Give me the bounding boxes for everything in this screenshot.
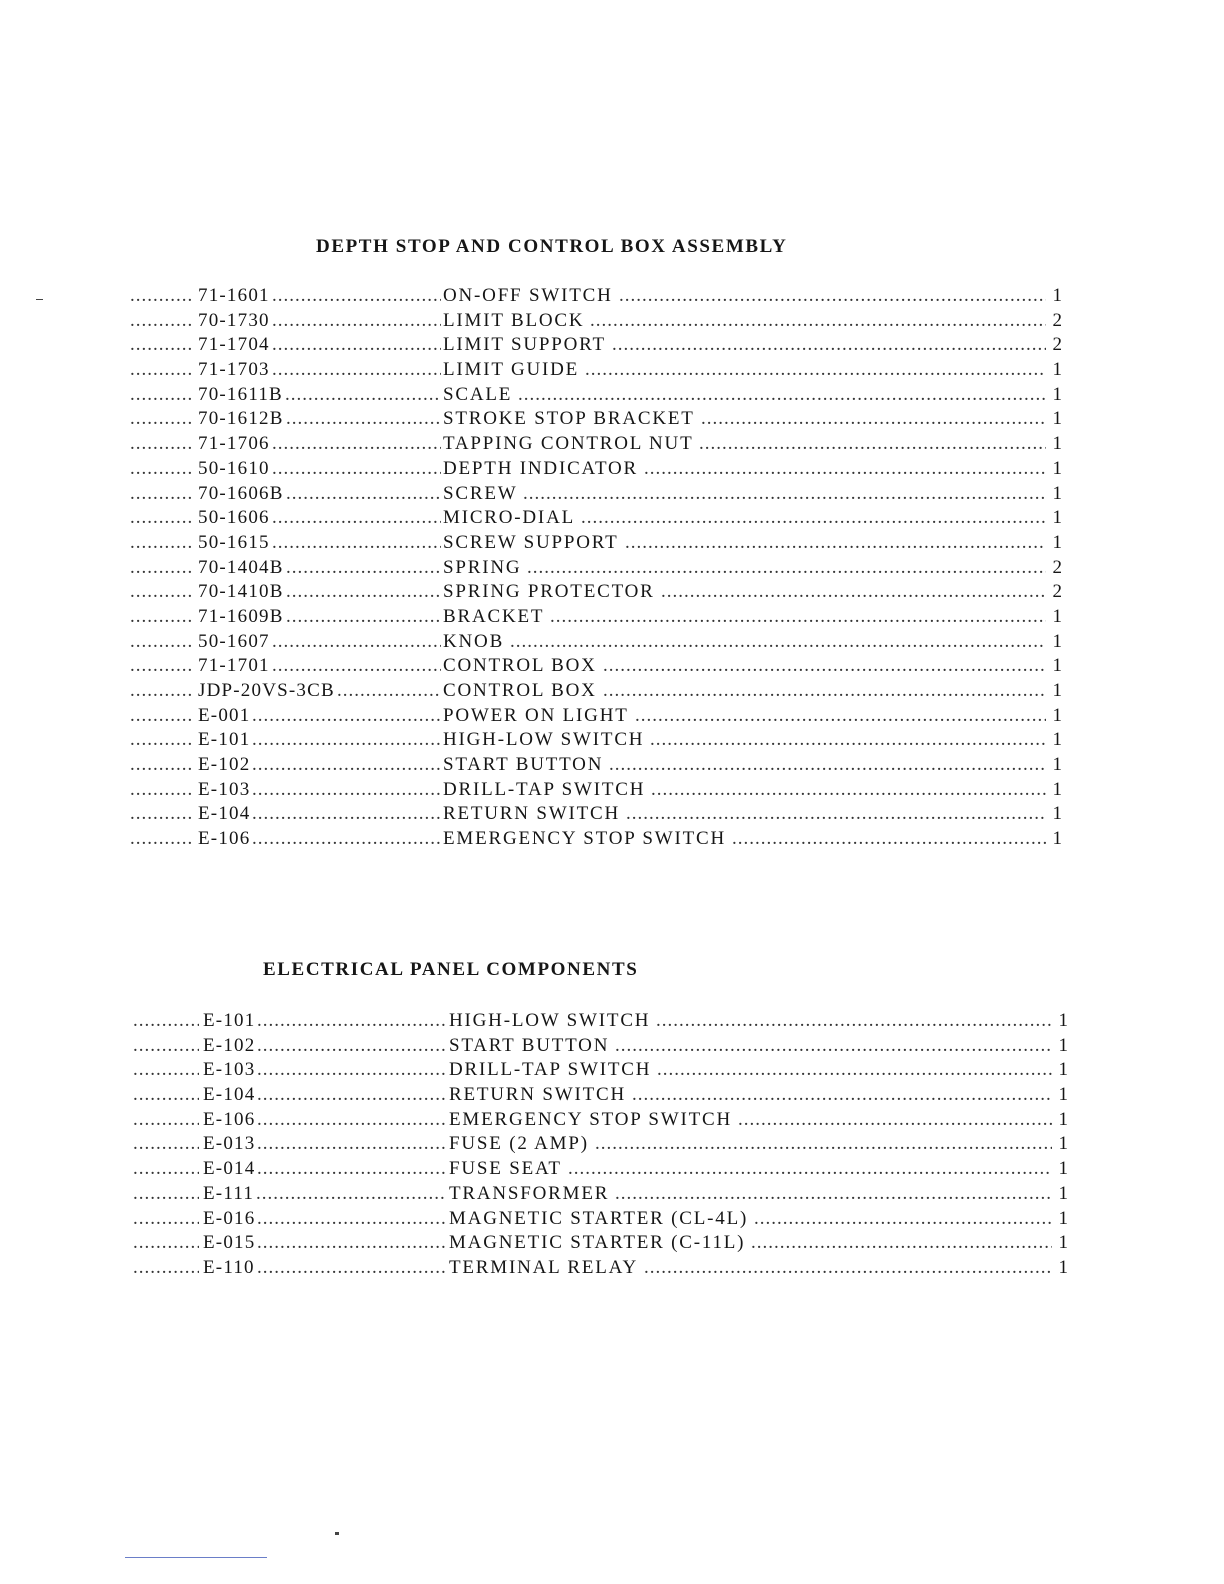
- leader-dots: [286, 580, 441, 605]
- part-description: DRILL-TAP SWITCH: [449, 1059, 652, 1081]
- leader-dots: [130, 333, 194, 358]
- leader-dots: [527, 556, 1046, 581]
- leader-dots: [133, 1207, 199, 1232]
- leader-dots: [130, 531, 194, 556]
- part-quantity: 1: [1058, 1010, 1068, 1031]
- leader-dots: [286, 605, 441, 630]
- leader-dots: [272, 333, 441, 358]
- leader-dots: [130, 432, 194, 457]
- part-quantity: 1: [1052, 285, 1062, 306]
- part-description: RETURN SWITCH: [449, 1084, 626, 1106]
- scan-mark: [36, 299, 43, 300]
- part-number: 71-1703: [198, 359, 270, 381]
- part-description: HIGH-LOW SWITCH: [449, 1010, 651, 1031]
- leader-dots: [130, 309, 194, 334]
- leader-dots: [590, 309, 1046, 334]
- part-number: E-101: [203, 1010, 256, 1031]
- leader-dots: [130, 679, 194, 704]
- leader-dots: [133, 1058, 199, 1083]
- part-description: RETURN SWITCH: [443, 803, 620, 825]
- leader-dots: [626, 802, 1046, 827]
- part-quantity: 2: [1052, 309, 1062, 331]
- leader-dots: [272, 309, 441, 334]
- leader-dots: [133, 1132, 199, 1157]
- part-number: 71-1704: [198, 334, 270, 356]
- leader-dots: [130, 654, 194, 679]
- part-description: EMERGENCY STOP SWITCH: [443, 828, 727, 850]
- part-description: MAGNETIC STARTER (CL-4L): [449, 1207, 749, 1229]
- leader-dots: [130, 358, 194, 383]
- part-quantity: 1: [1058, 1158, 1068, 1180]
- part-number: 50-1607: [198, 630, 270, 652]
- leader-dots: [272, 358, 441, 383]
- part-number: E-001: [198, 704, 251, 726]
- leader-dots: [272, 432, 441, 457]
- leader-dots: [661, 580, 1046, 605]
- leader-dots: [252, 753, 441, 778]
- leader-dots: [257, 1058, 447, 1083]
- leader-dots: [130, 728, 194, 753]
- leader-dots: [651, 778, 1046, 803]
- leader-dots: [615, 1182, 1052, 1207]
- part-quantity: 1: [1058, 1182, 1068, 1204]
- leader-dots: [252, 704, 441, 729]
- leader-dots: [133, 1157, 199, 1182]
- leader-dots: [130, 753, 194, 778]
- section-title: DEPTH STOP AND CONTROL BOX ASSEMBLY: [316, 236, 788, 257]
- part-number: E-015: [203, 1232, 256, 1254]
- part-description: SPRING: [443, 556, 522, 578]
- leader-dots: [581, 506, 1046, 531]
- leader-dots: [595, 1132, 1052, 1157]
- part-quantity: 1: [1052, 482, 1062, 504]
- part-number: E-106: [198, 828, 251, 850]
- leader-dots: [603, 654, 1046, 679]
- leader-dots: [130, 556, 194, 581]
- part-number: 71-1701: [198, 655, 270, 677]
- part-quantity: 1: [1052, 655, 1062, 677]
- part-number: 50-1610: [198, 457, 270, 479]
- part-quantity: 1: [1058, 1108, 1068, 1130]
- leader-dots: [754, 1207, 1052, 1232]
- part-number: 71-1601: [198, 285, 270, 306]
- leader-dots: [257, 1083, 447, 1108]
- part-description: TAPPING CONTROL NUT: [443, 433, 694, 455]
- part-number: 70-1606B: [198, 482, 284, 504]
- leader-dots: [133, 1231, 199, 1256]
- leader-dots: [133, 1083, 199, 1108]
- part-quantity: 1: [1052, 383, 1062, 405]
- leader-dots: [285, 383, 441, 408]
- part-number: E-104: [203, 1084, 256, 1106]
- part-number: E-016: [203, 1207, 256, 1229]
- leader-dots: [130, 778, 194, 803]
- part-description: SCREW SUPPORT: [443, 531, 619, 553]
- part-quantity: 1: [1058, 1034, 1068, 1056]
- part-number: E-014: [203, 1158, 256, 1180]
- part-description: FUSE SEAT: [449, 1158, 562, 1180]
- part-quantity: 2: [1052, 581, 1062, 603]
- leader-dots: [272, 284, 441, 309]
- leader-dots: [518, 383, 1046, 408]
- leader-dots: [337, 679, 441, 704]
- part-description: TRANSFORMER: [449, 1182, 610, 1204]
- leader-dots: [133, 1256, 199, 1281]
- part-quantity: 1: [1052, 778, 1062, 800]
- leader-dots: [256, 1182, 447, 1207]
- part-quantity: 1: [1058, 1256, 1068, 1278]
- leader-dots: [252, 778, 441, 803]
- leader-dots: [130, 457, 194, 482]
- part-description: SPRING PROTECTOR: [443, 581, 655, 603]
- part-quantity: 1: [1058, 1059, 1068, 1081]
- part-description: START BUTTON: [449, 1034, 610, 1056]
- leader-dots: [650, 728, 1046, 753]
- leader-dots: [257, 1231, 447, 1256]
- part-number: E-103: [198, 778, 251, 800]
- part-quantity: 1: [1052, 704, 1062, 726]
- leader-dots: [619, 284, 1046, 309]
- part-quantity: 1: [1058, 1133, 1068, 1155]
- leader-dots: [130, 482, 194, 507]
- leader-dots: [272, 506, 441, 531]
- part-description: DRILL-TAP SWITCH: [443, 778, 646, 800]
- part-quantity: 1: [1052, 729, 1062, 751]
- leader-dots: [252, 728, 441, 753]
- leader-dots: [656, 1009, 1052, 1034]
- part-number: 50-1615: [198, 531, 270, 553]
- leader-dots: [612, 333, 1046, 358]
- part-quantity: 1: [1052, 507, 1062, 529]
- leader-dots: [568, 1157, 1052, 1182]
- part-number: E-101: [198, 729, 251, 751]
- leader-dots: [615, 1034, 1052, 1059]
- part-number: E-102: [198, 754, 251, 776]
- leader-dots: [130, 407, 194, 432]
- leader-dots: [257, 1009, 447, 1034]
- part-number: 70-1612B: [198, 408, 284, 430]
- leader-dots: [732, 827, 1046, 852]
- part-quantity: 1: [1052, 630, 1062, 652]
- part-quantity: 1: [1052, 408, 1062, 430]
- part-quantity: 1: [1058, 1084, 1068, 1106]
- leader-dots: [286, 407, 441, 432]
- leader-dots: [738, 1108, 1052, 1133]
- leader-dots: [699, 432, 1046, 457]
- leader-dots: [632, 1083, 1052, 1108]
- part-description: SCALE: [443, 383, 513, 405]
- leader-dots: [130, 506, 194, 531]
- part-quantity: 2: [1052, 334, 1062, 356]
- part-quantity: 1: [1052, 457, 1062, 479]
- part-description: MAGNETIC STARTER (C-11L): [449, 1232, 746, 1254]
- leader-dots: [272, 457, 441, 482]
- part-number: 50-1606: [198, 507, 270, 529]
- part-description: HIGH-LOW SWITCH: [443, 729, 645, 751]
- leader-dots: [585, 358, 1046, 383]
- part-description: EMERGENCY STOP SWITCH: [449, 1108, 733, 1130]
- part-description: MICRO-DIAL: [443, 507, 575, 529]
- section-title: ELECTRICAL PANEL COMPONENTS: [263, 959, 639, 980]
- part-number: E-103: [203, 1059, 256, 1081]
- part-number: 70-1404B: [198, 556, 284, 578]
- part-description: FUSE (2 AMP): [449, 1133, 589, 1155]
- leader-dots: [257, 1256, 447, 1281]
- part-description: CONTROL BOX: [443, 680, 597, 701]
- leader-dots: [603, 679, 1046, 704]
- leader-dots: [257, 1034, 447, 1059]
- part-number: 70-1611B: [198, 383, 283, 405]
- part-number: 71-1706: [198, 433, 270, 455]
- part-description: TERMINAL RELAY: [449, 1256, 638, 1278]
- part-number: E-106: [203, 1108, 256, 1130]
- part-quantity: 1: [1058, 1207, 1068, 1229]
- leader-dots: [272, 654, 441, 679]
- leader-dots: [130, 383, 194, 408]
- leader-dots: [130, 704, 194, 729]
- leader-dots: [272, 630, 441, 655]
- scan-mark: [335, 1532, 339, 1535]
- part-description: KNOB: [443, 630, 505, 652]
- part-number: E-013: [203, 1133, 256, 1155]
- leader-dots: [550, 605, 1046, 630]
- part-description: SCREW: [443, 482, 518, 504]
- leader-dots: [625, 531, 1046, 556]
- part-description: STROKE STOP BRACKET: [443, 408, 695, 430]
- part-number: E-102: [203, 1034, 256, 1056]
- leader-dots: [510, 630, 1046, 655]
- part-quantity: 1: [1052, 803, 1062, 825]
- part-quantity: 1: [1052, 828, 1062, 850]
- leader-dots: [133, 1034, 199, 1059]
- leader-dots: [130, 605, 194, 630]
- leader-dots: [657, 1058, 1052, 1083]
- leader-dots: [257, 1132, 447, 1157]
- part-quantity: 1: [1058, 1232, 1068, 1254]
- part-description: LIMIT BLOCK: [443, 309, 585, 331]
- part-number: 70-1410B: [198, 581, 284, 603]
- leader-dots: [701, 407, 1046, 432]
- part-number: E-104: [198, 803, 251, 825]
- part-quantity: 1: [1052, 531, 1062, 553]
- part-quantity: 1: [1052, 754, 1062, 776]
- leader-dots: [130, 827, 194, 852]
- leader-dots: [609, 753, 1046, 778]
- leader-dots: [635, 704, 1046, 729]
- leader-dots: [133, 1182, 199, 1207]
- part-number: 70-1730: [198, 309, 270, 331]
- leader-dots: [257, 1157, 447, 1182]
- leader-dots: [257, 1108, 447, 1133]
- leader-dots: [644, 457, 1046, 482]
- part-number: JDP-20VS-3CB: [198, 680, 335, 701]
- part-description: START BUTTON: [443, 754, 604, 776]
- part-number: 71-1609B: [198, 605, 284, 627]
- part-description: LIMIT GUIDE: [443, 359, 580, 381]
- part-description: DEPTH INDICATOR: [443, 457, 639, 479]
- part-description: ON-OFF SWITCH: [443, 285, 613, 306]
- leader-dots: [130, 580, 194, 605]
- leader-dots: [130, 284, 194, 309]
- part-quantity: 1: [1052, 680, 1062, 701]
- part-description: BRACKET: [443, 605, 545, 627]
- part-quantity: 1: [1052, 605, 1062, 627]
- leader-dots: [133, 1108, 199, 1133]
- scan-mark: [125, 1557, 267, 1558]
- part-number: E-111: [203, 1182, 255, 1204]
- part-description: POWER ON LIGHT: [443, 704, 629, 726]
- part-quantity: 1: [1052, 359, 1062, 381]
- leader-dots: [130, 630, 194, 655]
- leader-dots: [523, 482, 1046, 507]
- leader-dots: [272, 531, 441, 556]
- leader-dots: [644, 1256, 1052, 1281]
- leader-dots: [130, 802, 194, 827]
- leader-dots: [257, 1207, 447, 1232]
- part-description: CONTROL BOX: [443, 655, 597, 677]
- part-quantity: 2: [1052, 556, 1062, 578]
- leader-dots: [286, 556, 441, 581]
- leader-dots: [751, 1231, 1052, 1256]
- part-number: E-110: [203, 1256, 255, 1278]
- part-quantity: 1: [1052, 433, 1062, 455]
- part-description: LIMIT SUPPORT: [443, 334, 606, 356]
- leader-dots: [252, 802, 441, 827]
- leader-dots: [252, 827, 441, 852]
- leader-dots: [286, 482, 441, 507]
- leader-dots: [133, 1009, 199, 1034]
